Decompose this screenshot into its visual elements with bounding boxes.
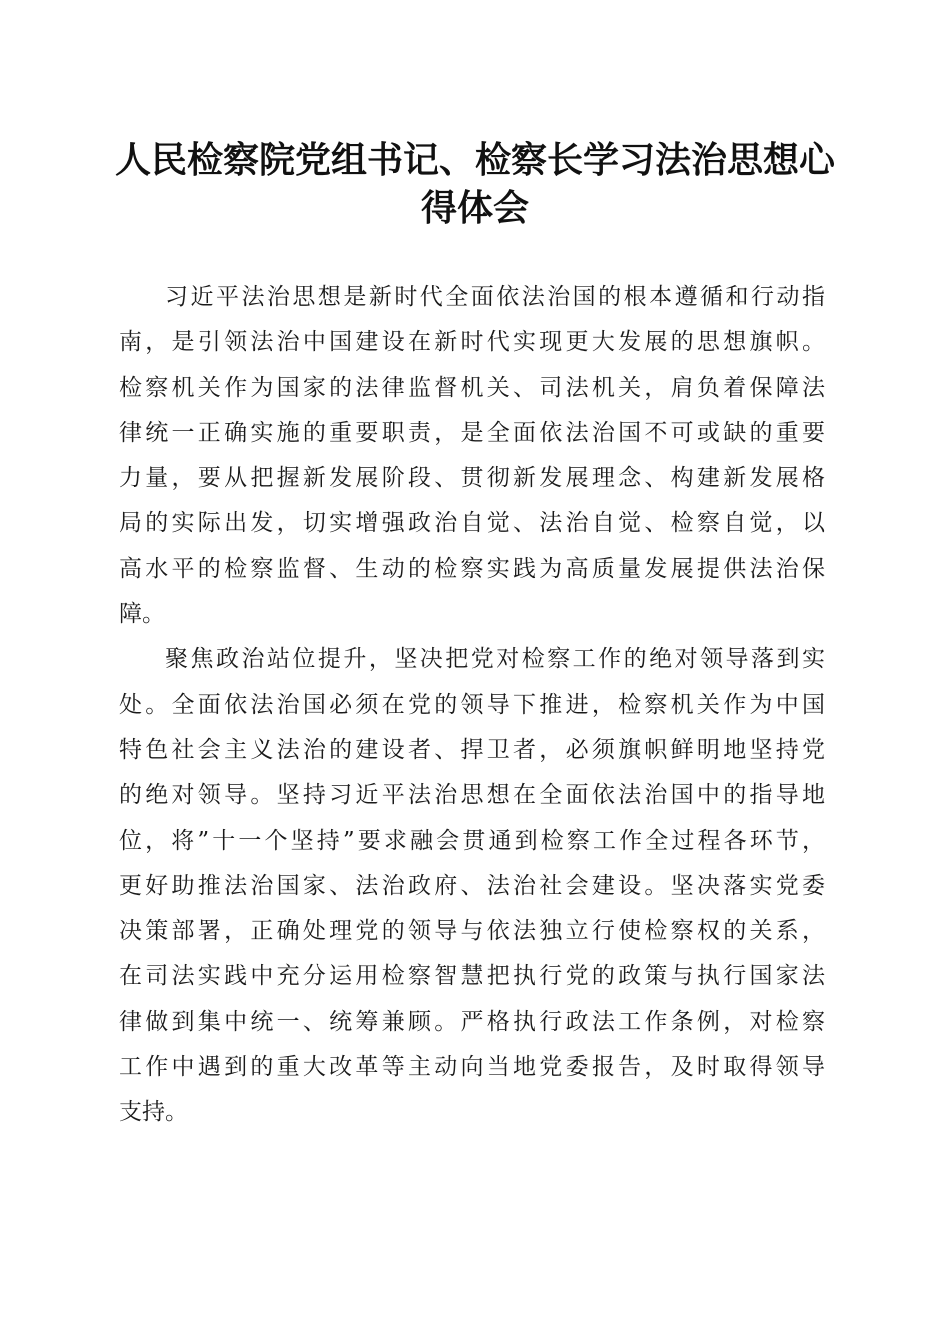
paragraph-line: 支持。 <box>119 1099 188 1126</box>
paragraph-line: 更好助推法治国家、法治政府、法治社会建设。坚决落实党委 <box>119 872 825 899</box>
paragraph-line: 特色社会主义法治的建设者、捍卫者，必须旗帜鲜明地坚持党 <box>119 736 825 763</box>
paragraph-line: 局的实际出发，切实增强政治自觉、法治自觉、检察自觉，以 <box>119 510 825 537</box>
paragraph-line: 习近平法治思想是新时代全面依法治国的根本遵循和行动指 <box>165 284 825 310</box>
paragraph-line: 聚焦政治站位提升，坚决把党对检察工作的绝对领导落到实 <box>165 646 825 673</box>
paragraph-line: 力量，要从把握新发展阶段、贯彻新发展理念、构建新发展格 <box>119 465 825 492</box>
paragraph-line: 南，是引领法治中国建设在新时代实现更大发展的思想旗帜。 <box>119 329 825 356</box>
document-title <box>110 136 840 232</box>
paragraph-line: 障。 <box>119 601 165 628</box>
document-body <box>119 275 825 1136</box>
paragraph-line: 在司法实践中充分运用检察智慧把执行党的政策与执行国家法 <box>119 963 825 990</box>
paragraph-2 <box>119 637 825 1135</box>
paragraph-line: 律统一正确实施的重要职责，是全面依法治国不可或缺的重要 <box>119 419 825 446</box>
paragraph-line: 高水平的检察监督、生动的检察实践为高质量发展提供法治保 <box>119 555 825 582</box>
paragraph-line: 律做到集中统一、统筹兼顾。严格执行政法工作条例，对检察 <box>119 1008 825 1035</box>
paragraph-1 <box>119 275 825 637</box>
paragraph-line: 检察机关作为国家的法律监督机关、司法机关，肩负着保障法 <box>119 374 825 401</box>
title-line: 人民检察院党组书记、检察长学习法治思想心 <box>114 139 835 181</box>
paragraph-line: 处。全面依法治国必须在党的领导下推进，检察机关作为中国 <box>119 691 825 718</box>
paragraph-line: 的绝对领导。坚持习近平法治思想在全面依法治国中的指导地 <box>119 782 825 809</box>
title-line: 得体会 <box>420 187 529 229</box>
paragraph-line: 位，将”十一个坚持”要求融会贯通到检察工作全过程各环节， <box>119 827 825 854</box>
paragraph-line: 工作中遇到的重大改革等主动向当地党委报告，及时取得领导 <box>119 1054 825 1081</box>
paragraph-line: 决策部署，正确处理党的领导与依法独立行使检察权的关系， <box>119 918 825 945</box>
